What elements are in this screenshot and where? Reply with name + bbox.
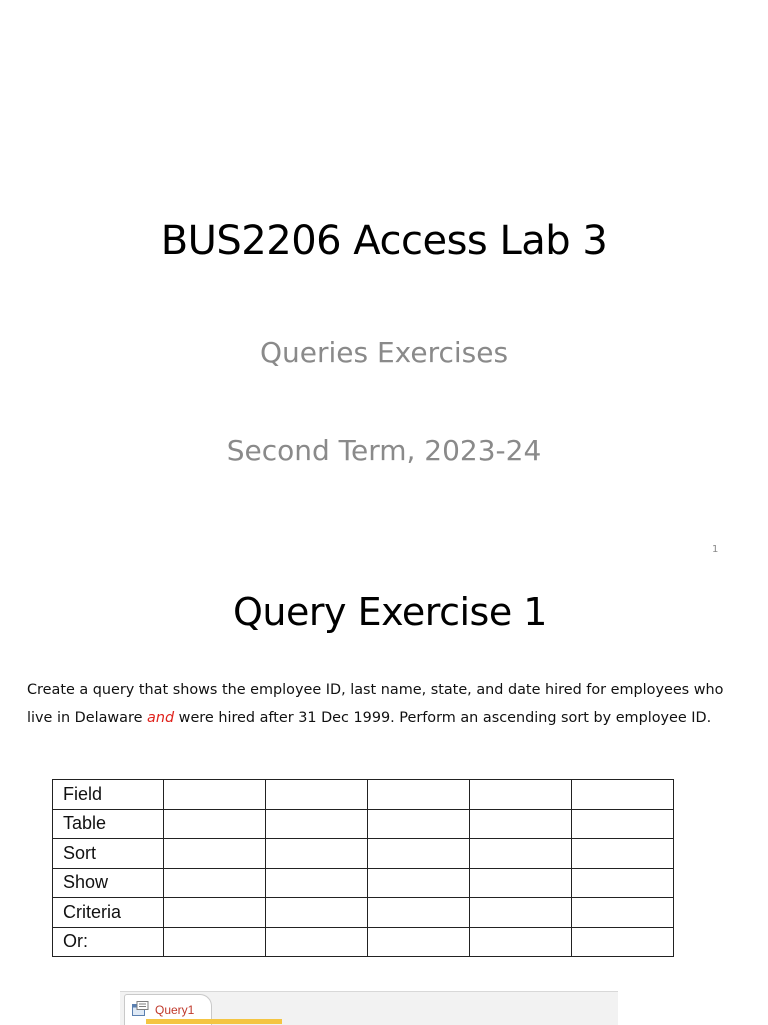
query-tab-label: Query1 [155, 1003, 195, 1017]
grid-cell[interactable] [266, 927, 368, 957]
grid-row [53, 898, 674, 928]
grid-row [53, 868, 674, 898]
slide-term: Second Term, 2023-24 [226, 434, 542, 467]
slide-subtitle: Queries Exercises [259, 336, 509, 369]
grid-row [53, 839, 674, 869]
grid-cell[interactable] [572, 809, 674, 839]
instructions-emphasis: and [147, 710, 175, 726]
grid-cell[interactable] [164, 839, 266, 869]
grid-cell[interactable] [164, 780, 266, 810]
grid-cell[interactable] [164, 809, 266, 839]
grid-cell[interactable] [266, 809, 368, 839]
grid-row-label: Or: [53, 927, 164, 957]
grid-row-label: Criteria [53, 898, 164, 928]
page-number: 1 [712, 544, 719, 555]
query-design-icon [132, 1001, 149, 1016]
grid-cell[interactable] [164, 898, 266, 928]
grid-cell[interactable] [368, 809, 470, 839]
grid-cell[interactable] [164, 927, 266, 957]
grid-row-label: Show [53, 868, 164, 898]
grid-cell[interactable] [572, 898, 674, 928]
grid-cell[interactable] [470, 780, 572, 810]
grid-cell[interactable] [572, 780, 674, 810]
grid-row-label: Sort [53, 839, 164, 869]
exercise-instructions [27, 676, 752, 732]
grid-cell[interactable] [470, 898, 572, 928]
grid-cell[interactable] [164, 868, 266, 898]
grid-cell[interactable] [572, 839, 674, 869]
grid-cell[interactable] [572, 927, 674, 957]
tab-accent-bar [146, 1019, 282, 1024]
grid-cell[interactable] [266, 780, 368, 810]
grid-cell[interactable] [266, 868, 368, 898]
grid-cell[interactable] [368, 927, 470, 957]
grid-cell[interactable] [470, 927, 572, 957]
grid-cell[interactable] [266, 839, 368, 869]
grid-cell[interactable] [368, 780, 470, 810]
grid-row [53, 780, 674, 810]
grid-row-label: Table [53, 809, 164, 839]
grid-cell[interactable] [470, 809, 572, 839]
grid-cell[interactable] [368, 898, 470, 928]
grid-cell[interactable] [470, 839, 572, 869]
grid-cell[interactable] [470, 868, 572, 898]
grid-cell[interactable] [572, 868, 674, 898]
grid-cell[interactable] [368, 839, 470, 869]
grid-cell[interactable] [368, 868, 470, 898]
instructions-part2: were hired after 31 Dec 1999. Perform an ascending sort by employee ID. [174, 710, 712, 726]
slide-title: BUS2206 Access Lab 3 [160, 218, 608, 264]
grid-row [53, 809, 674, 839]
grid-cell[interactable] [266, 898, 368, 928]
query-design-grid [52, 779, 674, 957]
grid-row-label: Field [53, 780, 164, 810]
exercise-title: Query Exercise 1 [233, 590, 547, 634]
grid-row [53, 927, 674, 957]
instructions-part1: Create a query that shows the employee ID, last name, state, and date hired for employees who live in Delaware [27, 682, 724, 726]
